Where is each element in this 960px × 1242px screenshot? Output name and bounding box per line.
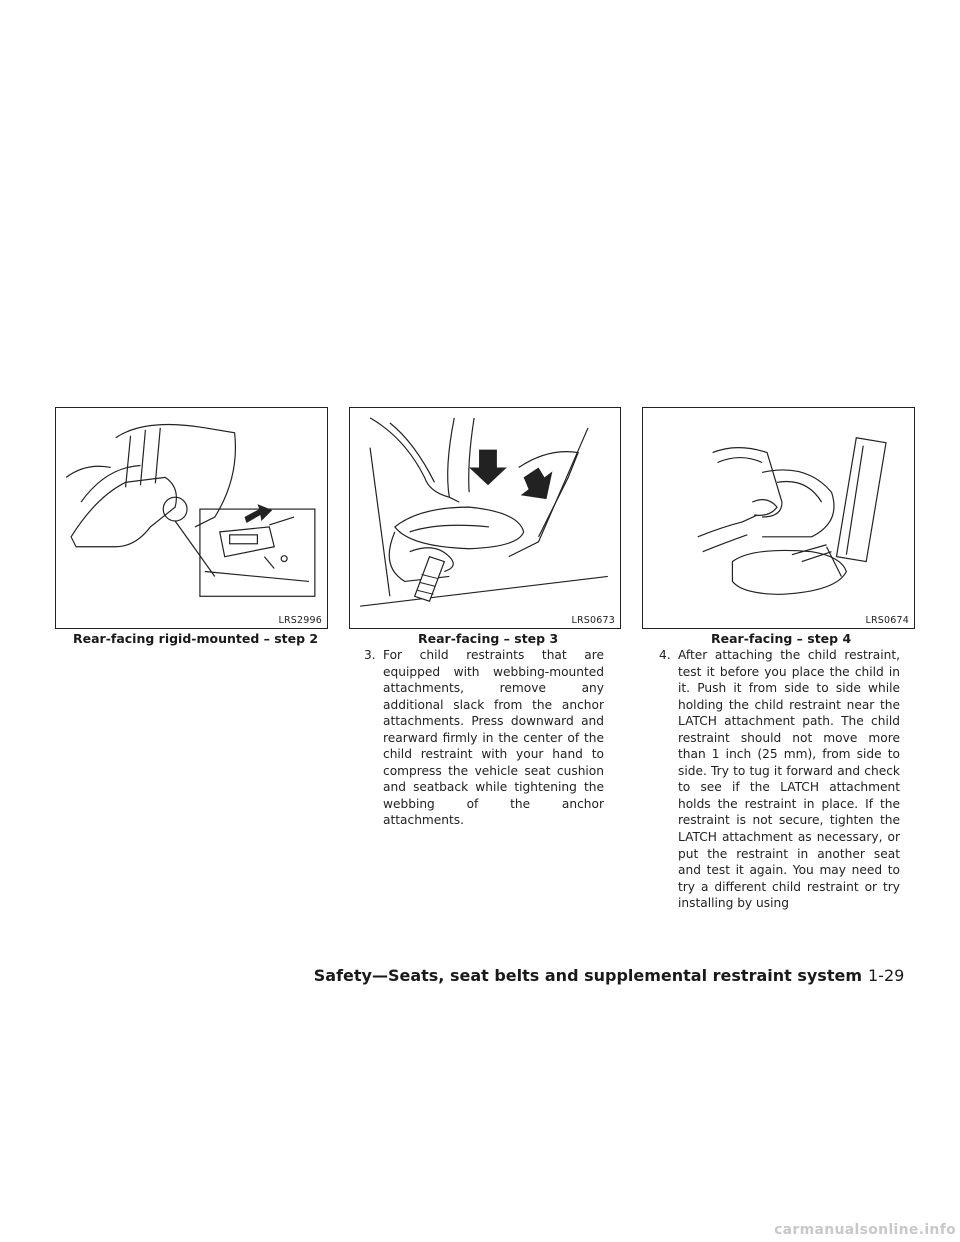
figure-code: LRS2996: [278, 615, 322, 626]
figure-caption: Rear-facing – step 3: [418, 631, 559, 646]
section-title: Safety—Seats, seat belts and supplemental restraint system: [313, 966, 862, 985]
illustration-rigid-mounted-seat: [56, 408, 327, 628]
illustration-press-down-restraint: [350, 408, 620, 628]
step-4: [659, 647, 900, 912]
figure-rear-facing-step4: [642, 407, 915, 629]
illustration-test-restraint: [643, 408, 914, 628]
figure-rear-facing-step3: [349, 407, 621, 629]
figure-code: LRS0674: [865, 615, 909, 626]
page-footer: [0, 966, 960, 988]
step-number: 3.: [364, 648, 376, 662]
figure-caption: Rear-facing – step 4: [711, 631, 852, 646]
figure-caption: Rear-facing rigid-mounted – step 2: [73, 631, 319, 646]
step-text: For child restraints that are equipped with webbing-mounted attachments, remove any additional slack from the anchor attachments. Press downward and rearward firmly in the center of the child restraint with your hand to compress the vehicle seat cushion and seatback while tightening the webbing of the anchor attachments.: [383, 648, 604, 828]
watermark: carmanualsonline.info: [774, 1222, 956, 1238]
step-text: After attaching the child restraint, test it before you place the child in it. Push it from side to side while holding the child restraint near the LATCH attachment path. The child restraint should not move more than 1 inch (25 mm), from side to side. Try to tug it forward and check to see if the LATCH attachment holds the restraint in place. If the restraint is not secure, tighten the LATCH attachment as necessary, or put the restraint in another seat and test it again. You may need to try a different child restraint or try installing by using: [678, 648, 900, 911]
page-number: 1-29: [868, 966, 905, 985]
figure-code: LRS0673: [571, 615, 615, 626]
figure-rear-facing-rigid-step2: [55, 407, 328, 629]
step-number: 4.: [659, 648, 671, 662]
step-3: [364, 647, 604, 829]
